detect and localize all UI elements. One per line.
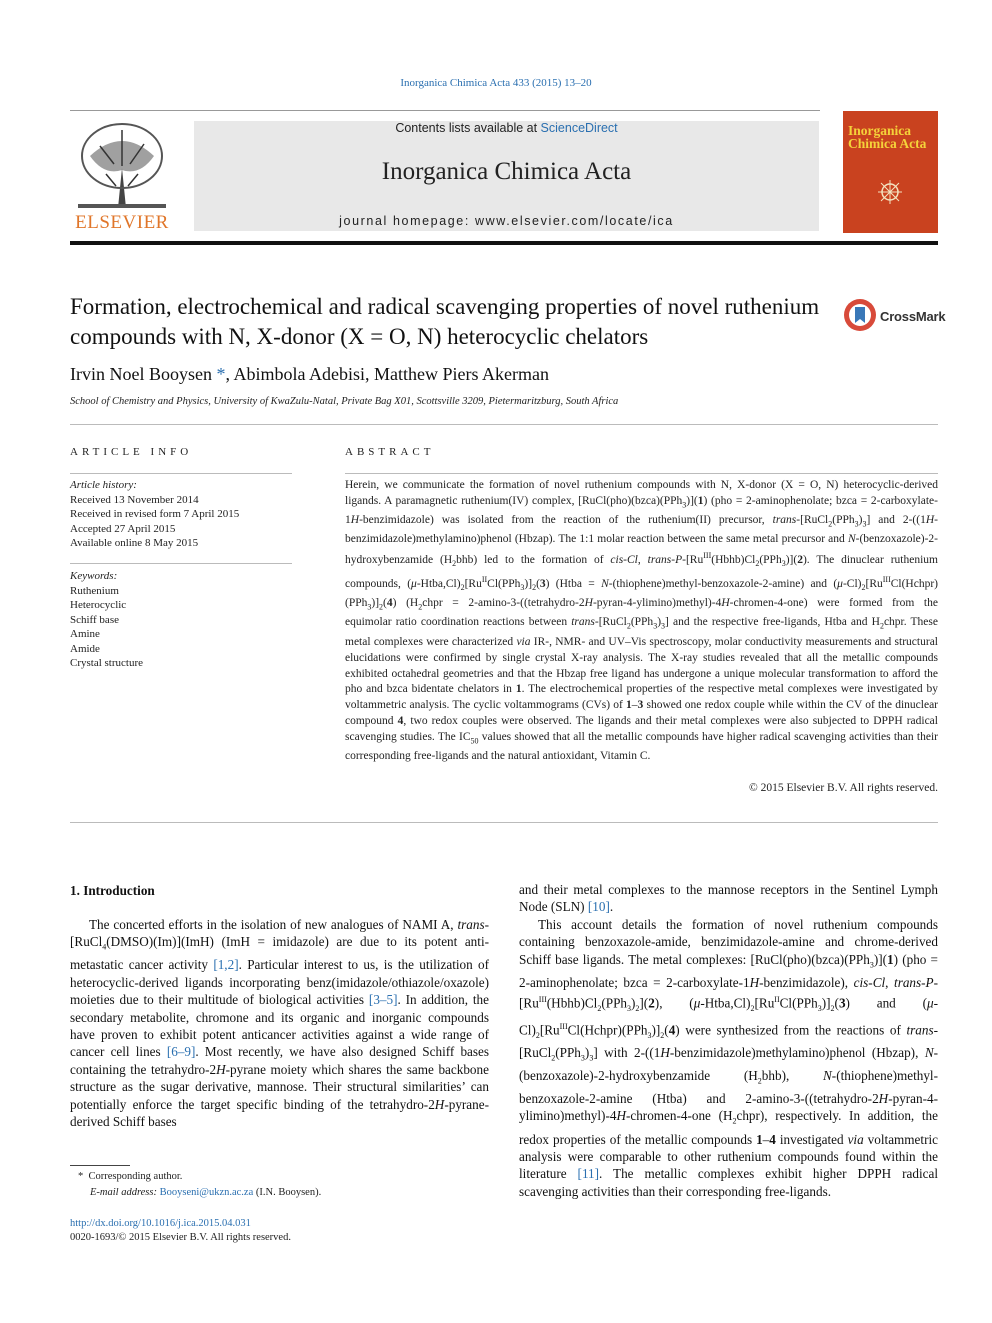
journal-reference[interactable]: Inorganica Chimica Acta 433 (2015) 13–20	[400, 77, 592, 89]
abstract-copyright: © 2015 Elsevier B.V. All rights reserved.	[749, 782, 938, 794]
elsevier-logo-text: ELSEVIER	[75, 212, 169, 233]
intro-right-column	[519, 881, 938, 1200]
section-heading-introduction: 1. Introduction	[70, 883, 155, 898]
footnote-corresponding	[78, 1171, 182, 1182]
keyword-item: Schiff base	[70, 613, 119, 626]
keywords	[70, 569, 300, 671]
footnote-rule	[70, 1165, 130, 1166]
footnote-star: *	[78, 1171, 84, 1182]
history-item: Accepted 27 April 2015	[70, 522, 176, 535]
keywords-heading: Keywords:	[70, 570, 118, 582]
journal-name: Inorganica Chimica Acta	[381, 158, 632, 185]
affiliation-rule	[70, 424, 938, 425]
abstract-rule	[345, 473, 938, 474]
keyword-item: Amide	[70, 642, 100, 655]
header-top-rule	[70, 110, 820, 111]
history-heading: Article history:	[70, 479, 137, 491]
article-info-rule	[70, 473, 292, 474]
keyword-item: Ruthenium	[70, 584, 119, 597]
cover-title-line-1: Inorganica	[848, 123, 912, 138]
crossmark-label[interactable]: CrossMark	[880, 309, 946, 324]
article-title: Formation, electrochemical and radical scavenging properties of novel ruthenium compounds with N, X-donor (X = O, N) heterocyclic chelators	[70, 294, 820, 349]
article-history	[70, 478, 300, 551]
journal-cover-title	[848, 124, 936, 150]
affiliation: School of Chemistry and Physics, University of KwaZulu-Natal, Private Bag X01, Scottsville 3209, Pietermaritzburg, South Africa	[70, 396, 619, 407]
intro-left-column	[70, 916, 489, 1131]
contents-line	[194, 121, 819, 135]
homepage-link[interactable]: www.elsevier.com/locate/ica	[475, 214, 674, 228]
history-item: Available online 8 May 2015	[70, 537, 199, 549]
abstract-text: Herein, we communicate the formation of novel ruthenium compounds with N, X-donor (X = O, N) heterocyclic-derived ligands. A paramagnetic ruthenium(IV) complex, [RuCl(pho)(bzca)(PPh$_3$)](1) (pho = 2-aminophenolate; bzca = 2-carboxylate-1H-benzimidazole) was isolated from the reaction of the ruthenium(II) precursor, trans-$[RuCl_2(PPh_3)_3]$ and 2-((1H-benzimidazole)methylamino)phenol (Hbzap). The 1:1 molar reaction between the same metal precursor and N-(benzoxazole)-2-hydroxybenzamide $(H_2bhb)$ led to the formation of cis-Cl, trans-$P-[Ru^{III}(Hbhb)Cl_2(PPh_3)](2)$. The dinuclear ruthenium compounds, $(\mu-Htba,Cl)_2[Ru^{II}Cl(PPh_3)]_2(3)$ (Htba = N-(thiophene)methyl-benzoxazole-2-amine) and $(\mu-Cl)_2[Ru^{III}Cl(Hchpr)(PPh_3)]_2(4)$ ($H_2chpr$ = 2-amino-3-((tetrahydro-2H-pyran-4-ylimino)methyl)-4H-chromen-4-one) were formed from the equimolar ratio coordination reactions between trans-$[RuCl_2(PPh_3)_3]$ and the respective free-ligands, Htba and $H_2chpr$. These metal complexes were characterized via IR-, NMR- and UV–Vis spectroscopy, molar conductivity measurements and structural elucidations were confirmed by single crystal X-ray analysis. The X-ray studies revealed that all the metallic compounds exhibited octahedral geometries and that the Hbzap free ligand has undergone a unique molecular transformation to afford the pho and bzca bidentate chelators in 1. The electrochemical properties of the respective metal complexes were investigated by voltammetric analysis. The cyclic voltammograms (CVs) of 1–3 showed one redox couple while within the CV of the dinuclear compound 4, two redox couples were observed. The ligands and their metal complexes were also subjected to DPPH radical scavenging studies. The $IC_{50}$ values showed that all the metallic compounds have higher radical scavenging activities than their corresponding free-ligands and the natural antioxidant, Vitamin C.	[345, 479, 938, 763]
abstract-label: ABSTRACT	[345, 446, 435, 458]
issn-copyright: 0020-1693/© 2015 Elsevier B.V. All rights reserved.	[70, 1232, 291, 1243]
header-bottom-rule	[70, 241, 938, 245]
cover-title-line-2: Chimica Acta	[848, 136, 927, 151]
homepage-prefix: journal homepage:	[339, 214, 475, 228]
keyword-item: Crystal structure	[70, 657, 144, 669]
author-others: , Abimbola Adebisi, Matthew Piers Akerman	[225, 364, 549, 384]
email-suffix: (I.N. Booysen).	[253, 1187, 322, 1198]
corresponding-author-mark[interactable]: *	[216, 364, 226, 384]
email-label: E-mail address:	[90, 1187, 160, 1198]
doi-link[interactable]: http://dx.doi.org/10.1016/j.ica.2015.04.031	[70, 1218, 251, 1229]
cover-emblem-icon	[870, 172, 910, 212]
intro-paragraph: This account details the formation of novel ruthenium compounds containing benzoxazole-amide, benzimidazole-amine and chrome-derived Schiff base ligands. The metal complexes: [RuCl(pho)(bzca)(PPh$_3$)](1) (pho = 2-aminophenolate; bzca = 2-carboxylate-1H-benzimidazole), cis-Cl, trans-$P-[Ru^{III}(Hbhb)Cl_2(PPh_3)_2](2)$, $(\mu-Htba,Cl)_2[Ru^{II}Cl(PPh_3)]_2(3)$ and $(\mu-Cl)_2[Ru^{III}Cl(Hchpr)(PPh_3)]_2(4)$ were synthesized from the reactions of trans-$[RuCl_2(PPh_3)_3]$ with 2-((1H-benzimidazole)methylamino)phenol (Hbzap), N-(benzoxazole)-2-hydroxybenzamide $(H_2bhb)$, N-(thiophene)methyl-benzoxazole-2-amine (Htba) and 2-amino-3-((tetrahydro-2H-pyran-4-ylimino)methyl)-4H-chromen-4-one $(H_2chpr)$, respectively. In addition, the redox properties of the metallic compounds 1–4 investigated via voltammetric analysis were comparable to other ruthenium compounds found within the literature [11]. The metallic complexes exhibit higher DPPH radical scavenging activities than their corresponding free-ligands.	[519, 916, 939, 1199]
sciencedirect-link[interactable]: ScienceDirect	[540, 121, 618, 135]
history-item: Received 13 November 2014	[70, 493, 199, 506]
homepage-line	[194, 214, 819, 228]
footnote-email	[90, 1187, 321, 1198]
intro-paragraph: The concerted efforts in the isolation of new analogues of NAMI A, trans-[RuCl$_4$(DMSO)(Im)](ImH) (ImH = imidazole) are due to its potent anti-metastatic cancer activity [1,2]. Particular interest to us, is the utilization of heterocyclic-derived ligands incorporating benz(imidazole/othiazole/oxazole) moieties due to their multitude of biological activities [3–5]. In addition, the secondary metabolite, chromone and its organic and inorganic compounds have proven to exhibit potent anticancer activities against a wide range of cancer cell lines [6–9]. Most recently, we have also designed Schiff bases containing the tetrahydro-2H-pyrane moiety which shares the same backbone structure as the sugar derivative, mannose. Their structural similarities’ can potentially enforce the target specific binding of the tetrahydro-2H-pyrane-derived Schiff bases	[70, 917, 490, 1130]
article-info-label: ARTICLE INFO	[70, 446, 193, 458]
author-list	[70, 364, 549, 385]
keyword-item: Amine	[70, 628, 100, 640]
contents-prefix: Contents lists available at	[395, 121, 541, 135]
footnote-corresponding-text: Corresponding author.	[88, 1171, 183, 1182]
crossmark-icon[interactable]	[843, 298, 877, 332]
author-booysen[interactable]: Irvin Noel Booysen	[70, 364, 212, 384]
keyword-item: Heterocyclic	[70, 599, 127, 611]
keywords-rule	[70, 563, 292, 564]
history-item: Received in revised form 7 April 2015	[70, 508, 240, 520]
intro-paragraph: and their metal complexes to the mannose receptors in the Sentinel Lymph Node (SLN) [10].	[519, 882, 938, 915]
email-link[interactable]: Booyseni@ukzn.ac.za	[159, 1187, 254, 1198]
abstract-bottom-rule	[70, 822, 938, 823]
